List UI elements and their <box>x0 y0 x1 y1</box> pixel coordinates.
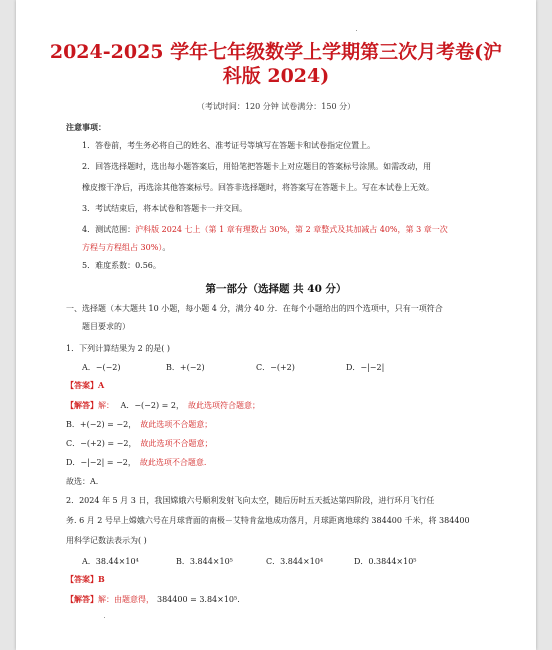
note-1: 1．答卷前，考生务必将自己的姓名、准考证号等填写在答题卡和试卷指定位置上。 <box>82 141 376 150</box>
analysis-math: B．+(−2) = −2， <box>66 420 137 429</box>
question-2-option-c: C．3.844×10⁴ <box>266 557 324 566</box>
analysis-tag: 【解答】 <box>66 400 98 410</box>
exam-info: （考试时间：120 分钟 试卷满分：150 分） <box>196 102 356 111</box>
analysis-math: A．−(−2) = 2， <box>120 401 184 410</box>
question-2-option-d: D．0.3844×10⁵ <box>354 557 417 566</box>
speck <box>356 30 357 31</box>
analysis-tag: 【解答】 <box>66 594 98 604</box>
note-5: 5．难度系数：0.56。 <box>82 261 161 270</box>
note-3: 3．考试结束后，将本试卷和答题卡一并交回。 <box>82 204 248 213</box>
question-2-analysis <box>66 594 240 605</box>
question-1-analysis-d <box>66 457 206 468</box>
question-2-option-a: A．38.44×10⁴ <box>82 557 139 566</box>
note-4-continued <box>82 242 170 253</box>
question-1-stem: 1．下列计算结果为 2 的是( ) <box>66 344 171 353</box>
exam-title-line-2: 科版 2024) <box>222 65 330 87</box>
analysis-text: 由题意得， <box>114 595 154 604</box>
note-4-suffix: 。 <box>162 243 171 252</box>
question-1-analysis-a <box>66 400 260 411</box>
note-2-continued: 橡皮擦干净后，再选涂其他答案标号。回答非选择题时，将答案写在答题卡上。写在本试卷上无效。 <box>82 183 434 192</box>
speck <box>104 617 105 618</box>
note-4-scope-end: 方程与方程组占 30%） <box>82 243 163 252</box>
exam-title-line-1: 2024-2025 学年七年级数学上学期第三次月考卷(沪 <box>49 41 503 63</box>
question-2-stem-line-1: 2．2024 年 5 月 3 日，我国嫦娥六号顺利发射飞向太空，随后历时五天抵达第四阶段，进行环月飞行任 <box>66 496 435 505</box>
question-1-option-d: D．−|−2| <box>346 363 385 372</box>
analysis-math: 384400 = 3.84×10⁵. <box>157 595 240 604</box>
answer-value: B <box>98 574 105 584</box>
analysis-text: 故此选项不合题意； <box>140 439 213 448</box>
question-2-stem-line-2: 务. 6 月 2 号早上嫦娥六号在月球背面的南极－艾特肯盆地成功落月，月球距离地球约 384400 千米，将 384400 <box>66 516 470 525</box>
question-1-option-c: C．−(+2) <box>256 363 295 372</box>
document-page <box>16 0 536 650</box>
question-2-answer <box>66 574 105 585</box>
part-1-instructions-continued: 题目要求的） <box>82 322 130 331</box>
notes-heading: 注意事项： <box>66 122 106 132</box>
question-1-answer <box>66 380 104 391</box>
answer-tag: 【答案】 <box>66 380 98 390</box>
note-4-prefix: 4．测试范围： <box>82 225 136 234</box>
analysis-label: 解： <box>98 595 114 604</box>
analysis-label: 解： <box>98 401 114 410</box>
question-1-option-a: A．−(−2) <box>82 363 121 372</box>
part-1-instructions: 一、选择题（本大题共 10 小题，每小题 4 分，满分 40 分．在每个小题给出的四个选项中，只有一项符合 <box>66 304 443 313</box>
section-title: 第一部分（选择题 共 40 分） <box>205 283 347 295</box>
note-4 <box>82 224 448 235</box>
question-1-option-b: B．+(−2) <box>166 363 205 372</box>
question-2-option-b: B．3.844×10⁵ <box>176 557 233 566</box>
question-2-stem-line-3: 用科学记数法表示为( ) <box>66 536 147 545</box>
analysis-text: 故此选项符合题意； <box>187 401 260 410</box>
question-1-analysis-c <box>66 438 212 449</box>
analysis-math: D．−|−2| = −2， <box>66 458 136 467</box>
question-1-analysis-b <box>66 419 212 430</box>
answer-value: A <box>98 380 105 390</box>
note-2: 2．回答选择题时，选出每小题答案后，用铅笔把答题卡上对应题目的答案标号涂黑。如需改动，用 <box>82 162 432 171</box>
question-1-conclusion: 故选：A． <box>66 477 104 486</box>
answer-tag: 【答案】 <box>66 574 98 584</box>
note-4-scope: 沪科版 2024 七上（第 1 章有理数占 30%，第 2 章整式及其加减占 40%，第 3 章一次 <box>135 225 448 234</box>
analysis-math: C．−(+2) = −2， <box>66 439 137 448</box>
analysis-text: 故此选项不合题意； <box>140 420 213 429</box>
analysis-text: 故此选项不合题意. <box>139 458 207 467</box>
